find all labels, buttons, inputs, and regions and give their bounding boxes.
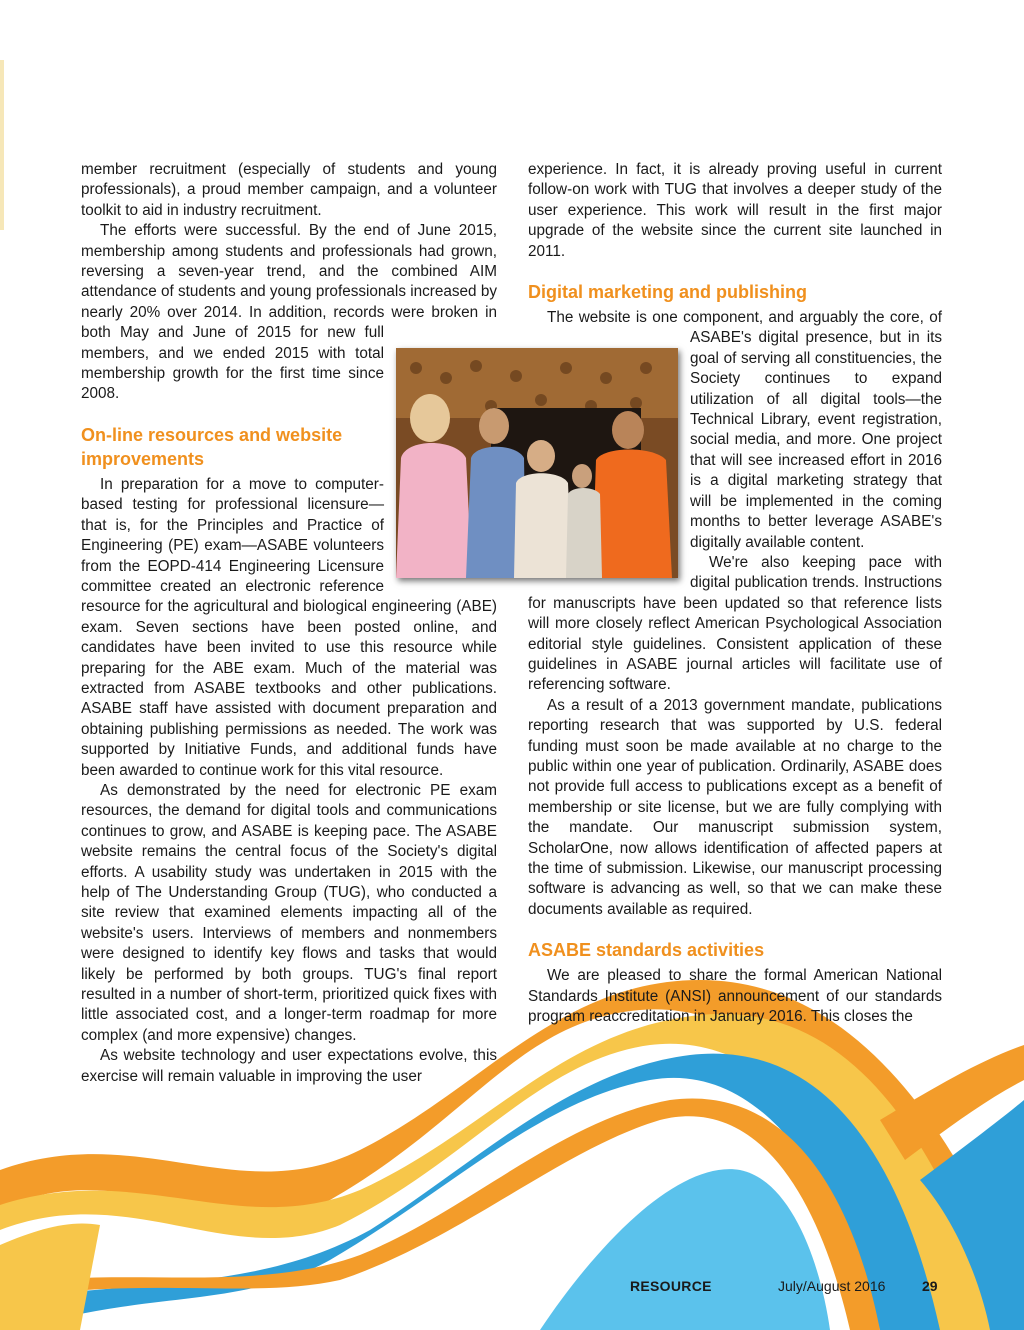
section-heading: ASABE standards activities (528, 940, 765, 961)
paragraph: As demonstrated by the need for electronic PE exam resources, the demand for digital tools and communications continues to grow, and ASABE is keeping pace. The ASABE website remains the central focus of the Society's digital efforts. A usability study was undertaken in 2015 with the help of The Understanding Group (TUG), who conducted a site review that examined elements impacting all of the website's users. Interviews of members and nonmembers were designed to identify key flows and tasks that would likely be performed by both groups. TUG's final report resulted in a number of short-term, prioritized quick fixes with little associated cost, and a longer-term roadmap for more complex (and more expensive) changes. (81, 781, 497, 1044)
section-heading: Digital marketing and publishing (528, 282, 808, 303)
left-column (81, 160, 497, 1087)
paragraph: We are pleased to share the formal American National Standards Institute (ANSI) announcement of our standards program reaccreditation in January 2016. This closes the (528, 967, 942, 1026)
magazine-name: RESOURCE (630, 1278, 712, 1294)
paragraph: As website technology and user expectations evolve, this exercise will remain valuable in improving the user (81, 1047, 497, 1085)
issue-date: July/August 2016 (778, 1278, 886, 1294)
paragraph: experience. In fact, it is already proving useful in current follow-on work with TUG that involves a deeper study of the user experience. This work will result in the first major upgrade of the website since the current site launched in 2011. (528, 161, 942, 260)
paragraph: We're also keeping pace with digital publication trends. Instructions for manuscripts have been updated so that reference lists will more closely reflect American Psychological Association editorial style guidelines. Consistent application of these guidelines in ASABE journal articles will facilitate use of referencing software. (528, 553, 942, 694)
page-number: 29 (922, 1278, 938, 1294)
page-footer (630, 1278, 950, 1300)
paragraph: As a result of a 2013 government mandate, publications reporting research that was supported by U.S. federal funding must soon be made available at no charge to the public within one year of publication. Ordinarily, ASABE does not provide full access to publications except as a benefit of membership or site license, but we are fully complying with the mandate. Our manuscript submission system, ScholarOne, now allows identification of affected papers at the time of submission. Likewise, our manuscript processing software is advancing as well, so that we can make these documents available as required. (528, 696, 942, 918)
paragraph: member recruitment (especially of students and young professionals), a proud member campaign, and a volunteer toolkit to aid in industry recruitment. (81, 161, 497, 219)
paragraph: The website is one component, and arguably the core, of ASABE's digital presence, but in its goal of serving all constituencies, the Society continues to expand utilization of all digital tools—the Technical Library, event registration, social media, and more. One project that will see increased effort in 2016 is a digital marketing strategy that will be implemented in the coming months to better leverage ASABE's digitally available content. (547, 309, 942, 551)
wave-yellow-left (0, 1224, 100, 1330)
paragraph: The efforts were successful. By the end of June 2015, membership among students and professionals had grown, reversing a seven-year trend, and the combined AIM attendance of students and young professionals increased by nearly 20% over 2014. In addition, records were broken in both May and June of 2015 for new full members, and we ended 2015 with total membership growth for the first time since 2008. (81, 222, 497, 403)
event-photo (396, 348, 678, 578)
event-photo-illustration (396, 348, 678, 578)
wave-cyan-band (540, 1169, 830, 1330)
paragraph: In preparation for a move to computer-based testing for professional licensure—that is, for the Principles and Practice of Engineering (PE) exam—ASABE volunteers from the EOPD-414 Engineering Licensure committee created an electronic reference resource for the agricultural and biological engineering (ABE) exam. Seven sections have been posted online, and candidates have been invited to use this resource while preparing for the ABE exam. Much of the material was extracted from ASABE textbooks and other publications. ASABE staff have assisted with document preparation and obtaining publishing permissions as needed. The work was supported by Initiative Funds, and additional funds have been awarded to continue work for this vital resource. (81, 475, 497, 779)
section-heading: On-line resources and website improvements (81, 424, 343, 469)
right-column (528, 160, 942, 1027)
